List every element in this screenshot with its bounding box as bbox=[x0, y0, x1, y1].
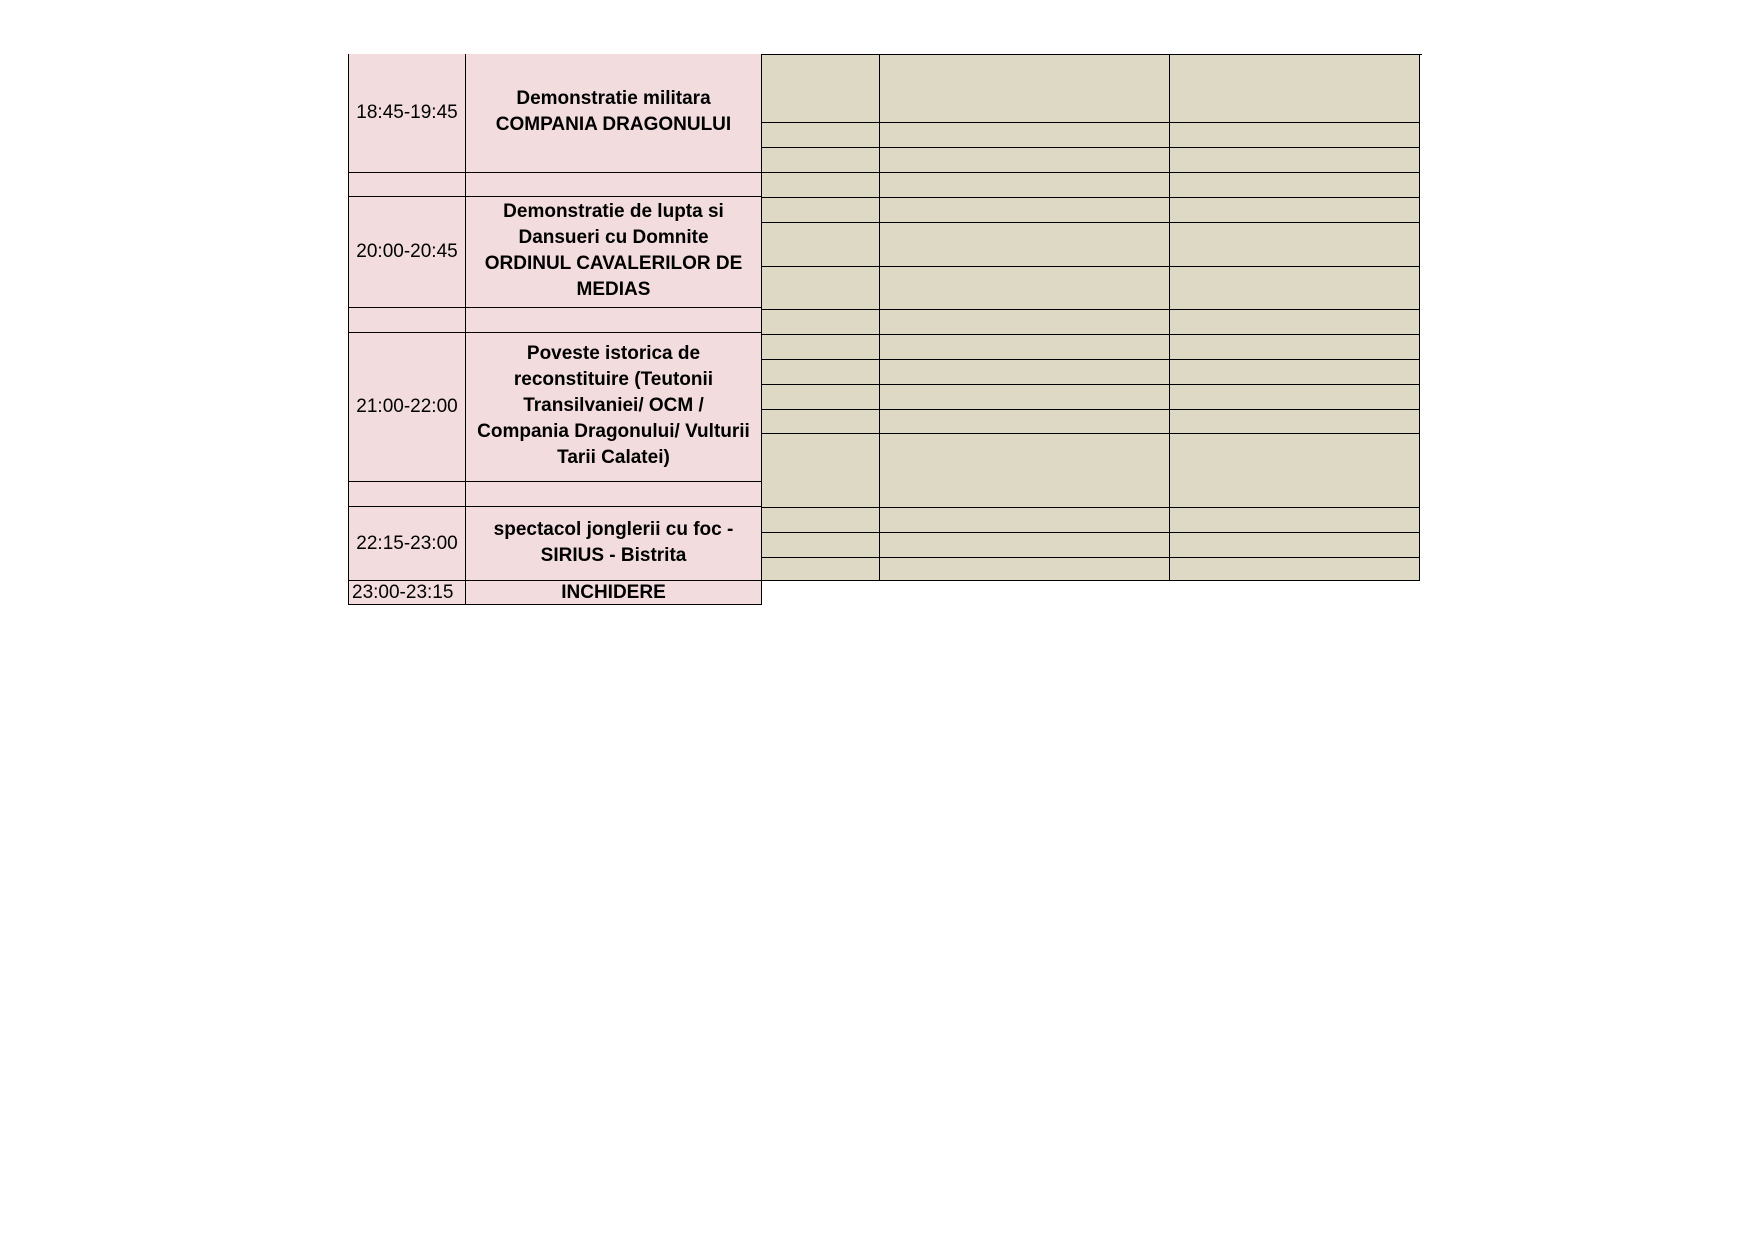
empty-cell bbox=[880, 508, 1170, 533]
empty-cell bbox=[762, 360, 880, 385]
activity-cell bbox=[466, 333, 762, 482]
activity-line: Poveste istorica de bbox=[526, 343, 701, 364]
empty-cell bbox=[762, 558, 880, 581]
empty-cell bbox=[1170, 267, 1420, 310]
empty-cell bbox=[762, 335, 880, 360]
activity-line: Demonstratie militara bbox=[516, 88, 711, 109]
activity-line: Dansueri cu Domnite bbox=[518, 227, 709, 248]
empty-columns-grid bbox=[762, 54, 1422, 580]
activity-cell bbox=[466, 581, 762, 605]
time-label: 20:00-20:45 bbox=[356, 241, 458, 262]
time-cell bbox=[348, 333, 466, 482]
empty-cell bbox=[1170, 335, 1420, 360]
empty-cell bbox=[1170, 410, 1420, 434]
empty-cell bbox=[880, 533, 1170, 558]
activity-line: SIRIUS - Bistrita bbox=[540, 544, 687, 566]
activity-line: spectacol jonglerii cu foc - bbox=[493, 518, 734, 540]
activity-cell bbox=[466, 54, 762, 173]
spacer-cell bbox=[348, 173, 466, 197]
time-label: 23:00-23:15 bbox=[352, 581, 454, 603]
empty-cell bbox=[1170, 558, 1420, 581]
empty-cell bbox=[880, 434, 1170, 508]
spacer-cell bbox=[466, 173, 762, 197]
empty-cell bbox=[880, 223, 1170, 267]
time-label: 18:45-19:45 bbox=[356, 102, 458, 123]
empty-cell bbox=[880, 267, 1170, 310]
empty-cell bbox=[1170, 198, 1420, 223]
empty-cell bbox=[762, 310, 880, 335]
activity-line: Transilvaniei/ OCM / bbox=[523, 395, 704, 416]
empty-cell bbox=[762, 148, 880, 173]
empty-cell bbox=[880, 385, 1170, 410]
empty-cell bbox=[1170, 508, 1420, 533]
empty-cell bbox=[1170, 148, 1420, 173]
empty-cell bbox=[1170, 123, 1420, 148]
activity-cell bbox=[466, 197, 762, 308]
empty-cell bbox=[762, 123, 880, 148]
empty-cell bbox=[880, 148, 1170, 173]
spacer-cell bbox=[348, 308, 466, 333]
time-label: 21:00-22:00 bbox=[356, 396, 458, 417]
empty-cell bbox=[1170, 223, 1420, 267]
activity-line: reconstituire (Teutonii bbox=[513, 369, 714, 390]
activity-line: INCHIDERE bbox=[561, 581, 666, 603]
empty-cell bbox=[880, 360, 1170, 385]
empty-cell bbox=[1170, 360, 1420, 385]
empty-cell bbox=[762, 223, 880, 267]
empty-cell bbox=[762, 385, 880, 410]
activity-line: Tarii Calatei) bbox=[557, 447, 670, 468]
activity-line: ORDINUL CAVALERILOR DE bbox=[484, 253, 743, 274]
time-cell bbox=[348, 507, 466, 581]
empty-cell bbox=[762, 434, 880, 508]
empty-cell bbox=[762, 55, 880, 123]
empty-cell bbox=[762, 410, 880, 434]
empty-cell bbox=[880, 55, 1170, 123]
spacer-cell bbox=[466, 308, 762, 333]
empty-cell bbox=[1170, 310, 1420, 335]
empty-cell bbox=[880, 410, 1170, 434]
activity-line: MEDIAS bbox=[576, 279, 651, 300]
schedule-table bbox=[348, 54, 762, 605]
time-cell bbox=[348, 581, 466, 605]
spacer-cell bbox=[466, 482, 762, 507]
empty-cell bbox=[1170, 434, 1420, 508]
empty-cell bbox=[762, 173, 880, 198]
time-cell bbox=[348, 197, 466, 308]
empty-cell bbox=[880, 310, 1170, 335]
activity-line: COMPANIA DRAGONULUI bbox=[495, 114, 732, 135]
empty-cell bbox=[880, 335, 1170, 360]
activity-cell bbox=[466, 507, 762, 581]
empty-cell bbox=[762, 267, 880, 310]
spacer-cell bbox=[348, 482, 466, 507]
empty-cell bbox=[1170, 385, 1420, 410]
empty-cell bbox=[1170, 55, 1420, 123]
empty-cell bbox=[762, 533, 880, 558]
empty-cell bbox=[880, 173, 1170, 198]
empty-cell bbox=[1170, 533, 1420, 558]
time-cell bbox=[348, 54, 466, 173]
empty-cell bbox=[1170, 173, 1420, 198]
empty-cell bbox=[880, 123, 1170, 148]
empty-cell bbox=[880, 558, 1170, 581]
activity-line: Demonstratie de lupta si bbox=[503, 201, 724, 222]
empty-cell bbox=[880, 198, 1170, 223]
empty-cell bbox=[762, 198, 880, 223]
empty-cell bbox=[762, 508, 880, 533]
activity-line: Compania Dragonului/ Vulturii bbox=[477, 421, 750, 442]
time-label: 22:15-23:00 bbox=[356, 532, 458, 554]
